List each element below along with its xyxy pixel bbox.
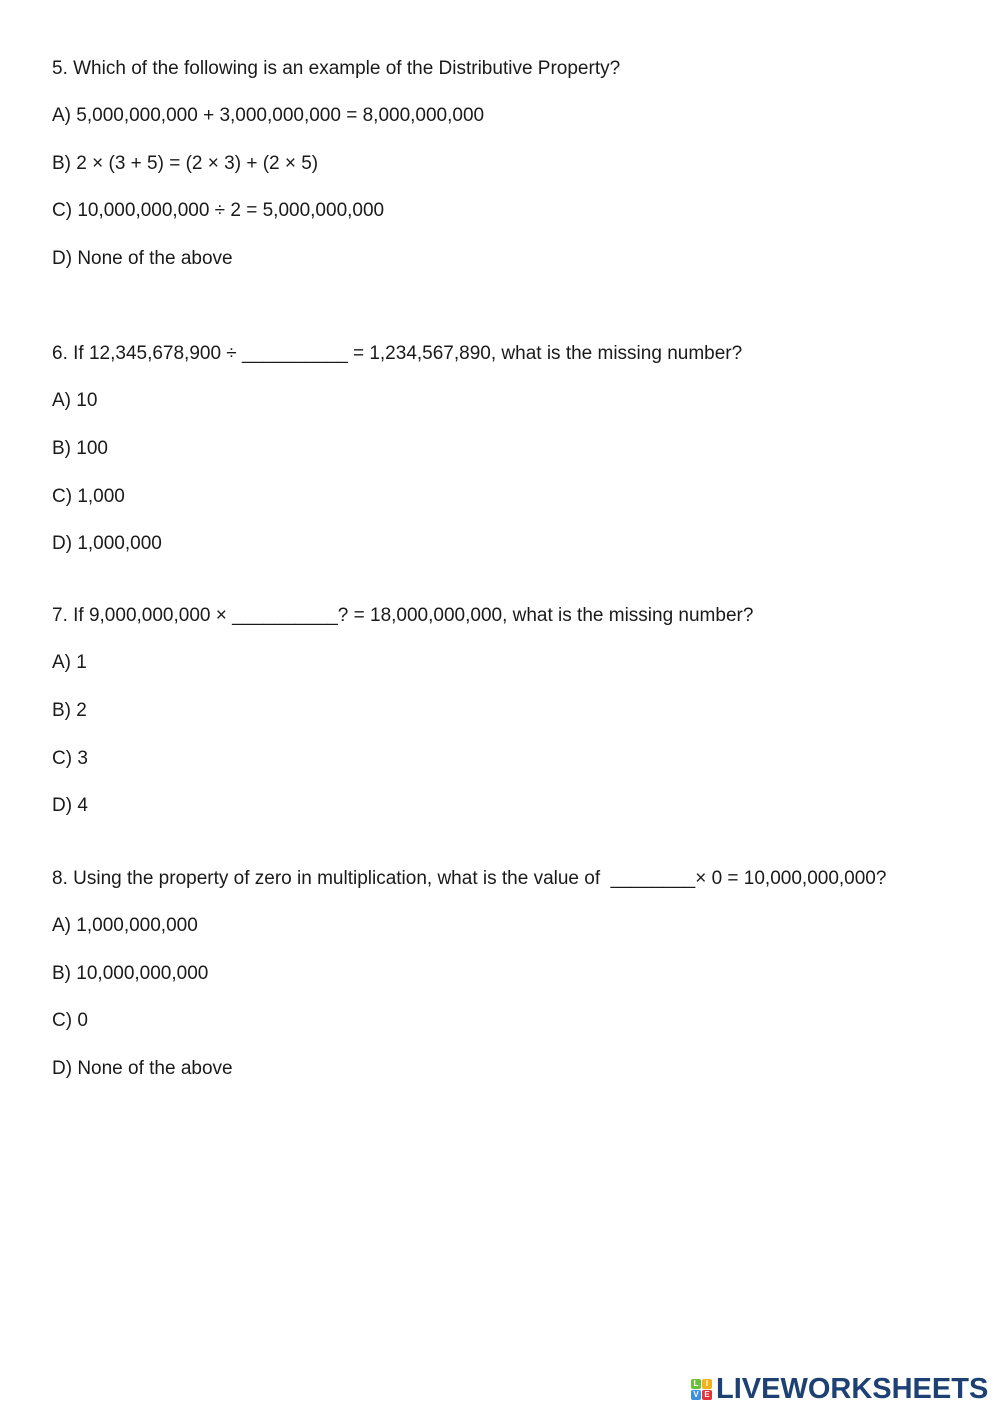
tile-l: L [691,1379,701,1389]
option-b: B) 2 [52,700,87,721]
option-d: D) None of the above [52,248,233,269]
option-c: C) 0 [52,1010,88,1031]
tile-v: V [691,1390,701,1400]
option-d: D) 1,000,000 [52,533,162,554]
option-a: A) 5,000,000,000 + 3,000,000,000 = 8,000,000,000 [52,105,485,126]
option-d: D) None of the above [52,1058,233,1079]
option-b: B) 100 [52,438,108,459]
option-b: B) 10,000,000,000 [52,963,209,984]
live-tiles-icon [691,1379,712,1400]
option-c: C) 10,000,000,000 ÷ 2 = 5,000,000,000 [52,200,385,221]
option-a: A) 1,000,000,000 [52,915,198,936]
option-a: A) 1 [52,652,87,673]
liveworksheets-logo [691,1374,988,1404]
tile-i: I [702,1379,712,1389]
question-text: 6. If 12,345,678,900 ÷ __________ = 1,234,567,890, what is the missing number? [52,343,743,364]
option-c: C) 3 [52,748,88,769]
logo-wordmark: LIVEWORKSHEETS [716,1373,989,1405]
question-text: 8. Using the property of zero in multiplication, what is the value of ________× 0 = 10,000,000,000? [52,868,887,889]
option-d: D) 4 [52,795,88,816]
option-b: B) 2 × (3 + 5) = (2 × 3) + (2 × 5) [52,153,319,174]
option-a: A) 10 [52,390,98,411]
tile-e: E [702,1390,712,1400]
option-c: C) 1,000 [52,486,125,507]
question-text: 5. Which of the following is an example of the Distributive Property? [52,58,621,79]
question-text: 7. If 9,000,000,000 × __________? = 18,000,000,000, what is the missing number? [52,605,754,626]
